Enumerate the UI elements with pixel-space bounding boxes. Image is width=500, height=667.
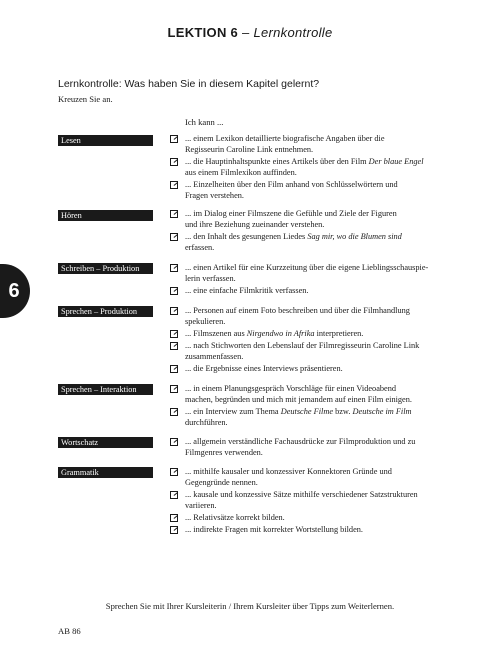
- checklist-item[interactable]: ... Filmszenen aus Nirgendwo in Afrika interpretieren.: [170, 329, 445, 340]
- checkbox-icon[interactable]: [170, 408, 178, 416]
- checkbox-icon[interactable]: [170, 526, 178, 534]
- checkbox-icon[interactable]: [170, 385, 178, 393]
- footer-note: Sprechen Sie mit Ihrer Kursleiterin / Ihrem Kursleiter über Tipps zum Weiterlernen.: [105, 601, 395, 611]
- section-label-wortschatz: Wortschatz: [58, 437, 153, 448]
- checkbox-icon[interactable]: [170, 158, 178, 166]
- checkbox-icon[interactable]: [170, 287, 178, 295]
- section-label-hoeren: Hören: [58, 210, 153, 221]
- checkbox-icon[interactable]: [170, 468, 178, 476]
- header-dash: –: [238, 25, 254, 40]
- checklist-item[interactable]: ... den Inhalt des gesungenen Liedes Sag mir, wo die Blumen sind erfassen.: [170, 232, 445, 254]
- checklist-item[interactable]: ... in einem Planungsgespräch Vorschläge für einen Videoabend machen, begründen und mich mit jemandem auf einen Film einigen.: [170, 384, 445, 406]
- instruction-text: Kreuzen Sie an.: [58, 94, 113, 104]
- checkbox-icon[interactable]: [170, 233, 178, 241]
- checklist-item[interactable]: ... einen Artikel für eine Kurzzeitung über die eigene Lieblingsschauspie- lerin verfassen.: [170, 263, 445, 285]
- checklist-item[interactable]: ... ein Interview zum Thema Deutsche Filme bzw. Deutsche im Film durchführen.: [170, 407, 445, 429]
- intro-question: Lernkontrolle: Was haben Sie in diesem Kapitel gelernt?: [58, 78, 320, 90]
- checkbox-icon[interactable]: [170, 342, 178, 350]
- checklist-item[interactable]: ... die Hauptinhaltspunkte eines Artikels über den Film Der blaue Engel aus einem Filmlexikon auffinden.: [170, 157, 445, 179]
- checkbox-icon[interactable]: [170, 514, 178, 522]
- section-label-sprechen-interaktion: Sprechen – Interaktion: [58, 384, 153, 395]
- page-header: [0, 25, 500, 40]
- checkbox-icon[interactable]: [170, 307, 178, 315]
- checklist-item[interactable]: ... allgemein verständliche Fachausdrücke zur Filmproduktion und zu Filmgenres verwenden.: [170, 437, 445, 459]
- checklist-item[interactable]: ... einem Lexikon detaillierte biografische Angaben über die Regisseurin Caroline Link entnehmen.: [170, 134, 445, 156]
- checkbox-icon[interactable]: [170, 181, 178, 189]
- section-label-schreiben-produktion: Schreiben – Produktion: [58, 263, 153, 274]
- checklist-item[interactable]: ... mithilfe kausaler und konzessiver Konnektoren Gründe und Gegengründe nennen.: [170, 467, 445, 489]
- checklist-item[interactable]: ... nach Stichworten den Lebenslauf der Filmregisseurin Caroline Link zusammenfassen.: [170, 341, 445, 363]
- checklist-item[interactable]: ... Personen auf einem Foto beschreiben und über die Filmhandlung spekulieren.: [170, 306, 445, 328]
- lesson-subtitle: Lernkontrolle: [253, 25, 333, 40]
- page-number: AB 86: [58, 626, 81, 636]
- checkbox-icon[interactable]: [170, 365, 178, 373]
- checklist-item[interactable]: ... eine einfache Filmkritik verfassen.: [170, 286, 445, 297]
- chapter-tab-number: 6: [8, 279, 20, 302]
- checklist-item[interactable]: ... Einzelheiten über den Film anhand von Schlüsselwörtern und Fragen verstehen.: [170, 180, 445, 202]
- checkbox-icon[interactable]: [170, 491, 178, 499]
- checkbox-icon[interactable]: [170, 330, 178, 338]
- checklist-item[interactable]: ... im Dialog einer Filmszene die Gefühle und Ziele der Figuren und ihre Beziehung zueinander verstehen.: [170, 209, 445, 231]
- i-can-label: Ich kann ...: [185, 117, 224, 127]
- checklist-item[interactable]: ... die Ergebnisse eines Interviews präsentieren.: [170, 364, 445, 375]
- checkbox-icon[interactable]: [170, 438, 178, 446]
- checkbox-icon[interactable]: [170, 264, 178, 272]
- lesson-title: LEKTION 6: [167, 25, 239, 40]
- checklist-item[interactable]: ... kausale und konzessive Sätze mithilfe verschiedener Satzstrukturen variieren.: [170, 490, 445, 512]
- checklist-item[interactable]: ... indirekte Fragen mit korrekter Wortstellung bilden.: [170, 525, 445, 536]
- chapter-tab: [0, 264, 30, 318]
- checkbox-icon[interactable]: [170, 210, 178, 218]
- section-label-grammatik: Grammatik: [58, 467, 153, 478]
- checkbox-icon[interactable]: [170, 135, 178, 143]
- section-label-sprechen-produktion: Sprechen – Produktion: [58, 306, 153, 317]
- section-label-lesen: Lesen: [58, 135, 153, 146]
- checklist-item[interactable]: ... Relativsätze korrekt bilden.: [170, 513, 445, 524]
